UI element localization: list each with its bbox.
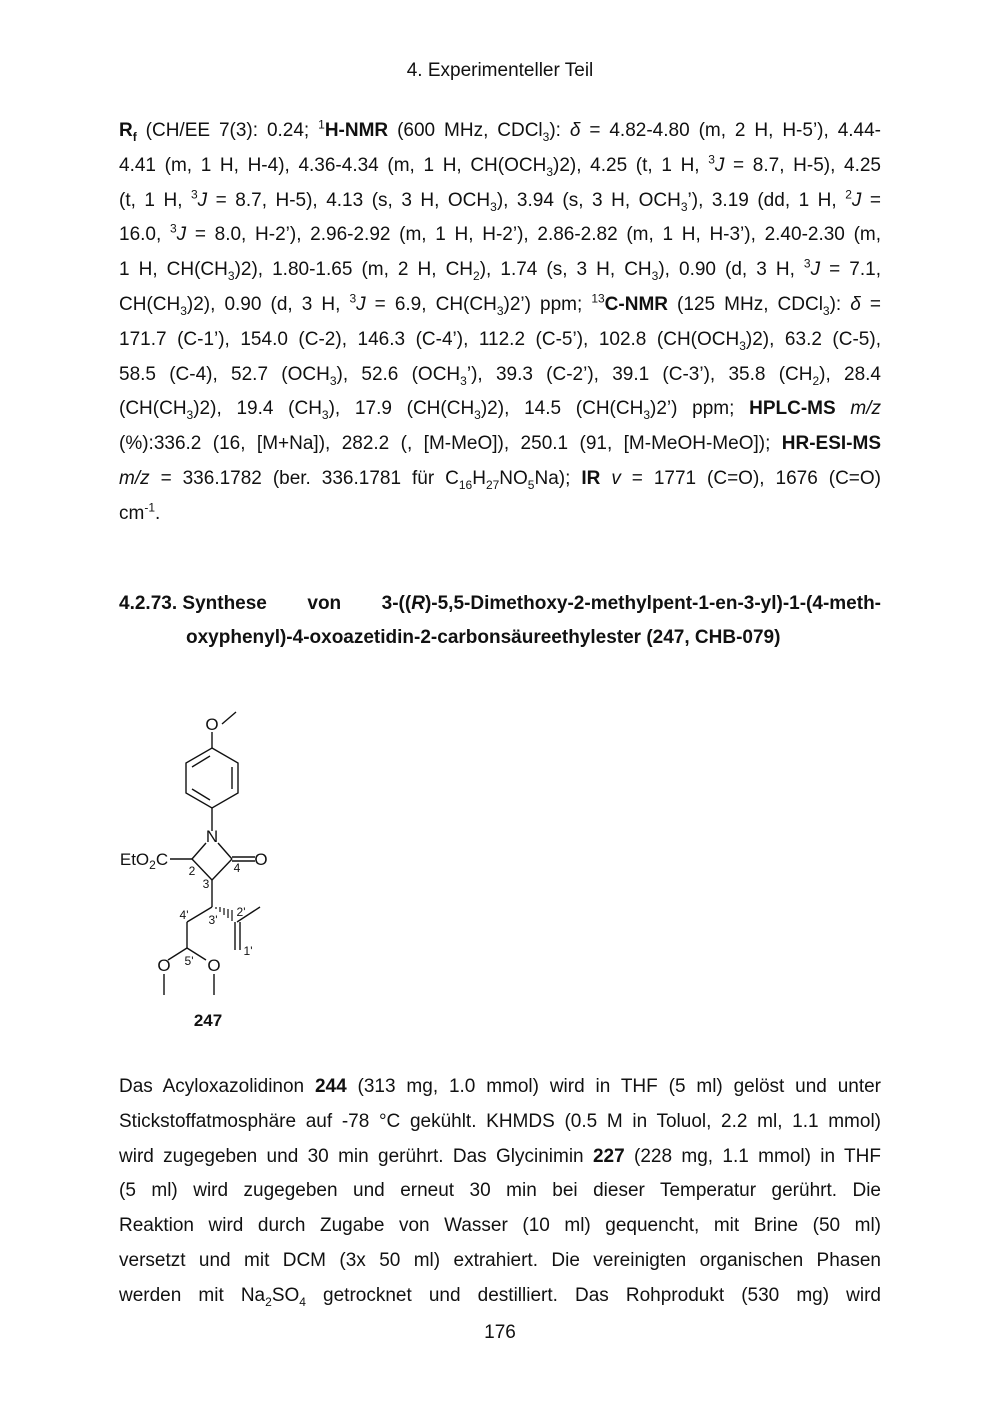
- ester-group: EtO$_2$C: [119, 850, 169, 872]
- characterization-paragraph: [119, 114, 881, 532]
- compound-number: 247: [193, 1011, 223, 1030]
- atom-o-right: O: [207, 956, 221, 975]
- section-number-word: 4.2.73. Synthese: [119, 593, 267, 614]
- locant-3: 3: [202, 877, 210, 891]
- text-line: Stickstoffatmosphäre auf -78 °C gekühlt. KHMDS (0.5 M in Toluol, 2.2 ml, 1.1 mmol): [119, 1110, 881, 1132]
- text-line: 1 H, $CH(CH_3)2$), 1.80-1.65 (m, 2 H, $CH_2$), 1.74 (s, 3 H, $CH_3$), 0.90 (d, 3 H, $^3$J = 7.1,: [119, 256, 881, 283]
- section-heading: [119, 587, 881, 655]
- text-line: (%):336.2 (16, [M+Na]), 282.2 (, [M-MeO]), 250.1 (91, [M-MeOH-MeO]); HR-ESI-MS: [119, 433, 881, 455]
- text-line: m/z = 336.1782 (ber. 336.1781 für $C_{16}H_{27}NO_5Na$); IR v = 1771 (C=O), 1676 (C=O): [119, 467, 881, 492]
- benzene-ring: [186, 748, 238, 808]
- text-line: werden mit $Na_2SO_4$ getrocknet und destilliert. Das Rohprodukt (530 mg) wird: [119, 1284, 881, 1309]
- text-line: versetzt und mit DCM (3x 50 ml) extrahiert. Die vereinigten organischen Phasen: [119, 1249, 881, 1271]
- methyl-bond: [222, 712, 236, 724]
- locant-3p: 3': [208, 913, 218, 927]
- locant-2p: 2': [236, 905, 246, 919]
- locant-4p: 4': [179, 908, 189, 922]
- text-line: 16.0, $^3$J = 8.0, H-2’), 2.96-2.92 (m, 1 H, H-2’), 2.86-2.82 (m, 1 H, H-3’), 2.40-2.30 (m,: [119, 222, 881, 246]
- text-line: $cm^{-1}$.: [119, 500, 161, 524]
- text-line: 171.7 (C-1’), 154.0 (C-2), 146.3 (C-4’), 112.2 (C-5’), 102.8 $(CH(OCH_3)2)$, 63.2 (C-5),: [119, 328, 881, 353]
- section-title-line1: 3-((R)-5,5-Dimethoxy-2-methylpent-1-en-3-yl)-1-(4-meth-: [381, 593, 881, 614]
- chemical-structure-247: [110, 700, 310, 1040]
- text-line: (5 ml) wird zugegeben und erneut 30 min bei dieser Temperatur gerührt. Die: [119, 1180, 881, 1202]
- text-line: Das Acyloxazolidinon 244 (313 mg, 1.0 mmol) wird in THF (5 ml) gelöst und unter: [119, 1076, 882, 1097]
- hashed-wedge-bond: [216, 907, 232, 921]
- page-number: 176: [484, 1322, 516, 1343]
- locant-4: 4: [233, 861, 241, 875]
- text-line: 4.41 (m, 1 H, H-4), 4.36-4.34 (m, 1 H, $CH(OCH_3)2$), 4.25 (t, 1 H, $^3$J = 8.7, H-5), 4.25: [119, 152, 881, 179]
- text-line: $CH(CH_3)2$), 0.90 (d, 3 H, $^3$J = 6.9, $CH(CH_3)2$’) ppm; $^{13}$C-NMR (125 MHz, CDCl$_3$): δ =: [119, 291, 881, 318]
- atom-o-top: O: [205, 715, 219, 734]
- text-line: (t, 1 H, $^3$J = 8.7, H-5), 4.13 (s, 3 H, $OCH_3$), 3.94 (s, 3 H, $OCH_3$’), 3.19 (dd, 1 H, $^2$J =: [119, 187, 881, 214]
- locant-5p: 5': [184, 954, 194, 968]
- text-line: wird zugegeben und 30 min gerührt. Das Glycinimin 227 (228 mg, 1.1 mmol) in THF: [119, 1145, 881, 1167]
- text-line: $R_f$ (CH/EE 7(3): 0.24; $^1$H-NMR (600 MHz, CDCl$_3$): δ = 4.82-4.80 (m, 2 H, H-5’), 4.44-: [119, 117, 881, 144]
- text-line: Reaktion wird durch Zugabe von Wasser (10 ml) gequencht, mit Brine (50 ml): [119, 1215, 881, 1237]
- atom-o-keto: O: [254, 850, 268, 869]
- procedure-paragraph: [119, 1070, 881, 1314]
- running-header: 4. Experimenteller Teil: [406, 60, 594, 81]
- section-title-line2: oxyphenyl)-4-oxoazetidin-2-carbonsäureethylester (247, CHB-079): [186, 627, 781, 648]
- locant-1p: 1': [243, 944, 253, 958]
- section-word: von: [307, 593, 342, 614]
- atom-n: N: [205, 827, 219, 846]
- text-line: 58.5 (C-4), 52.7 $(OCH_3)$, 52.6 $(OCH_3’)$, 39.3 (C-2’), 39.1 (C-3’), 35.8 $(CH_2)$, 28.4: [119, 363, 881, 388]
- atom-o-left: O: [157, 956, 171, 975]
- locant-2: 2: [188, 864, 196, 878]
- text-line: $(CH(CH_3)2)$, 19.4 $(CH_3)$, 17.9 $(CH(CH_3)2)$, 14.5 $(CH(CH_3)2’)$ ppm; HPLC-MS m/z: [119, 398, 882, 423]
